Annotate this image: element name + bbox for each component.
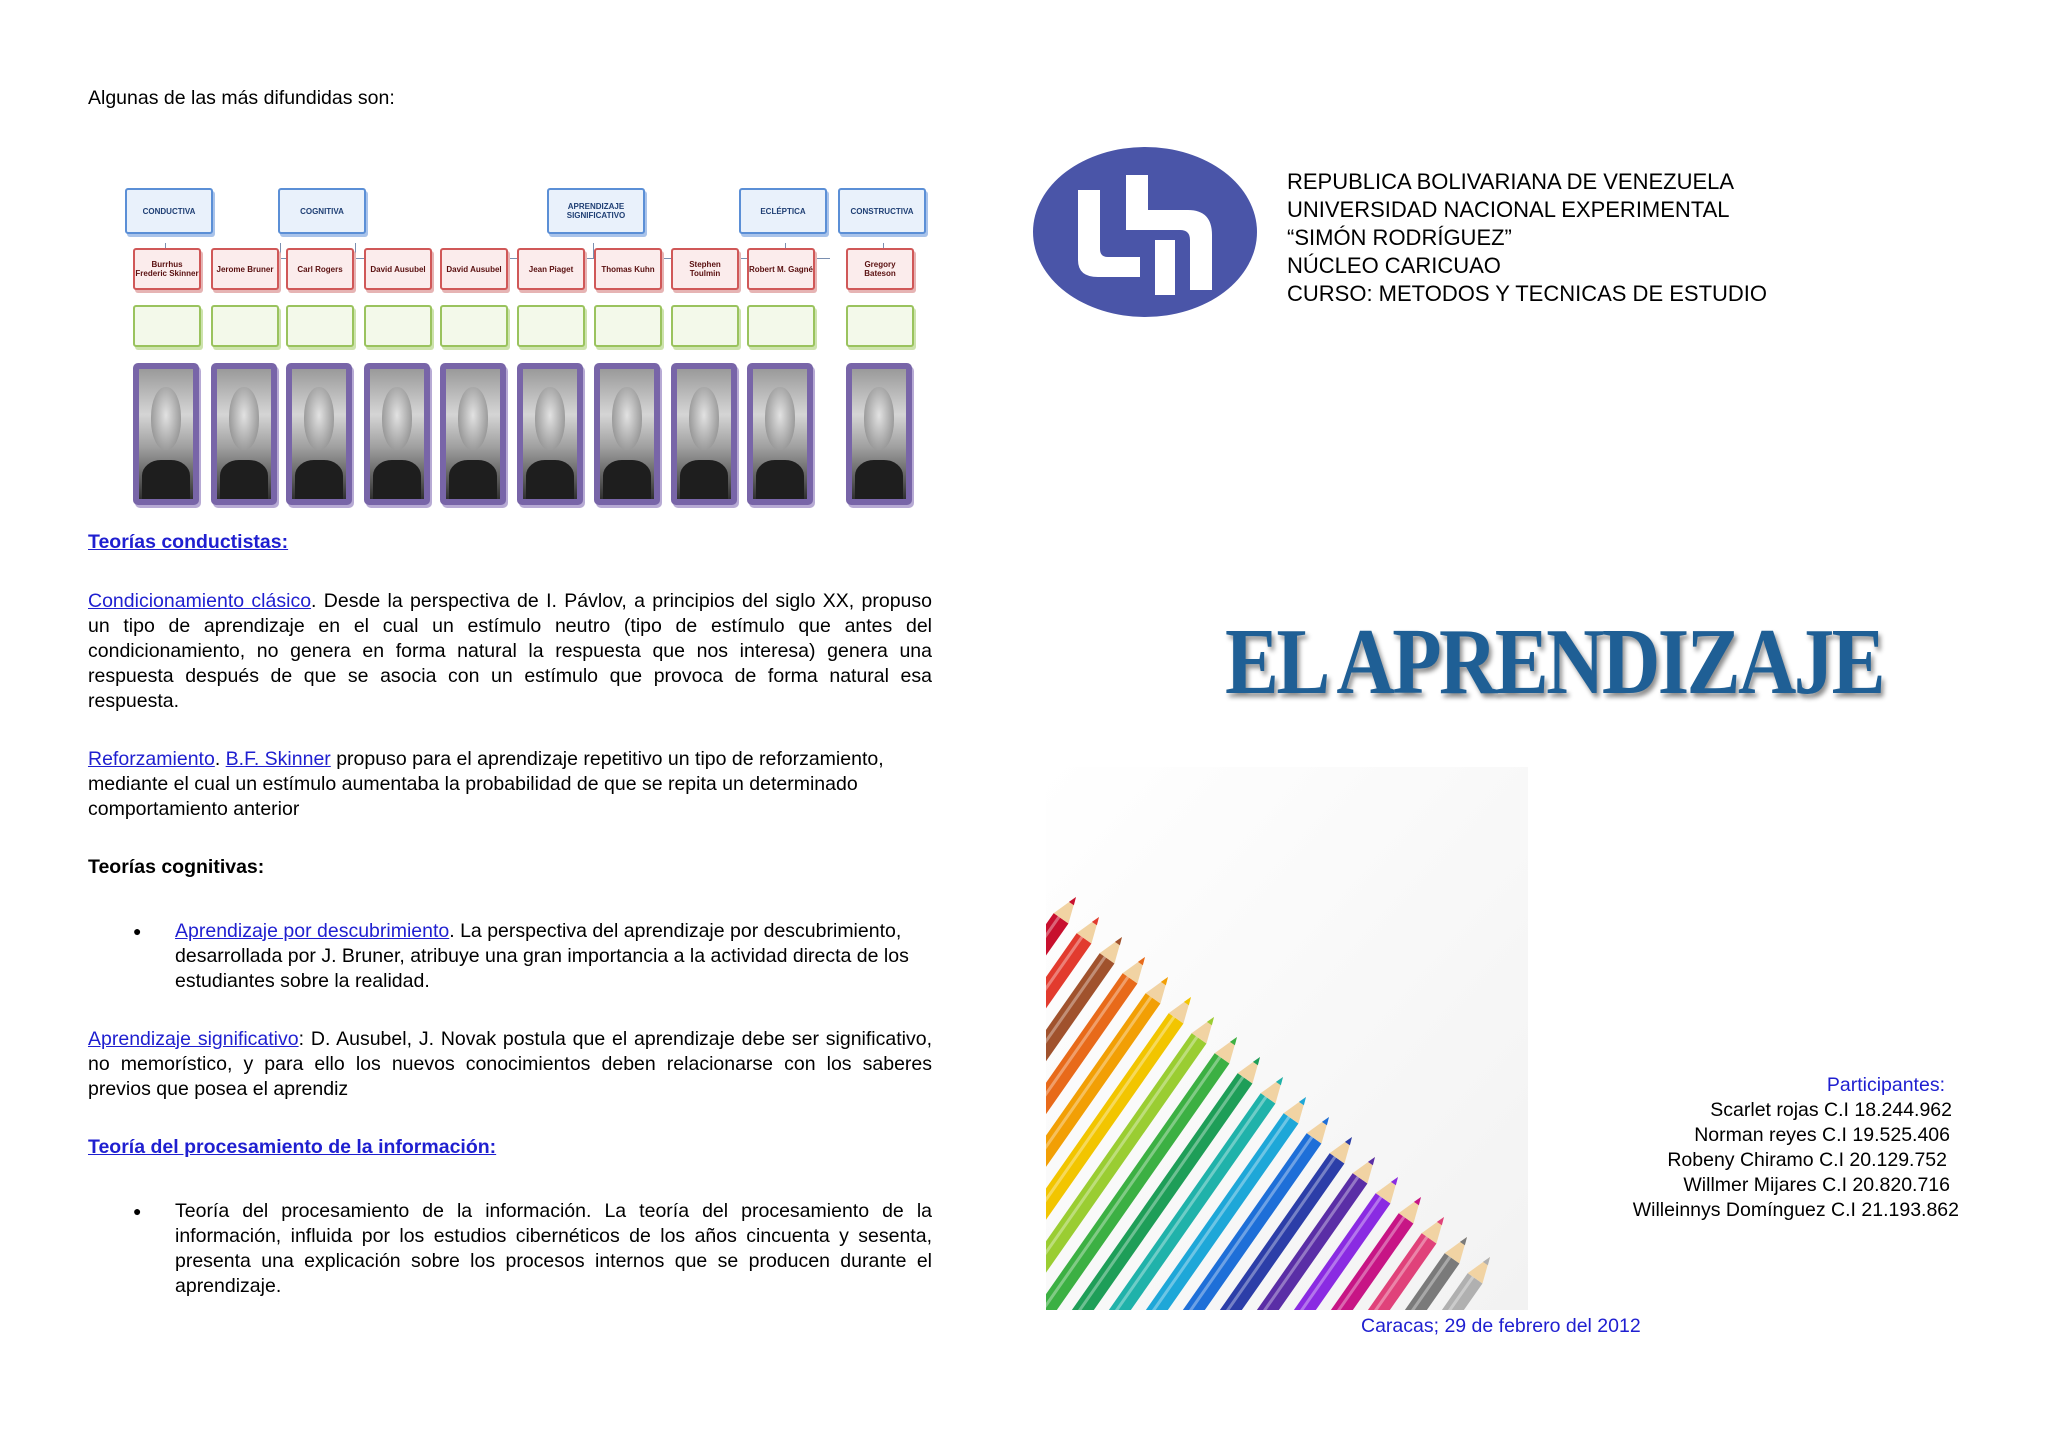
portrait-photo — [133, 363, 199, 505]
teoria-procesamiento-link[interactable]: Teoría del procesamiento de la información: — [88, 1136, 497, 1158]
date-box — [211, 305, 279, 347]
portrait-photo — [364, 363, 430, 505]
participant-line: Scarlet rojas C.I 18.244.962 — [1710, 1099, 1952, 1121]
document-title: EL APRENDIZAJE — [1225, 610, 1883, 714]
reforzamiento-link[interactable]: Reforzamiento — [88, 748, 215, 770]
bullet-descubrimiento — [133, 919, 919, 994]
header-line: CURSO: METODOS Y TECNICAS DE ESTUDIO — [1287, 281, 1768, 306]
header-line: REPUBLICA BOLIVARIANA DE VENEZUELA — [1287, 169, 1735, 194]
separator-text: . — [214, 748, 226, 770]
paragraph-reforzamiento — [88, 747, 932, 822]
skinner-link[interactable]: B.F. Skinner — [225, 748, 331, 770]
category-conductiva: CONDUCTIVA — [125, 188, 213, 234]
university-logo — [1030, 145, 1260, 320]
concept-map — [115, 180, 940, 520]
name-box: Robert M. Gagné — [747, 248, 815, 290]
header-line: NÚCLEO CARICUAO — [1287, 253, 1501, 278]
name-box: Stephen Toulmin — [671, 248, 739, 290]
intro-text: Algunas de las más difundidas son: — [88, 87, 395, 109]
participant-line: Willeinnys Domínguez C.I 21.193.862 — [1632, 1199, 1959, 1221]
category-cognitiva: COGNITIVA — [278, 188, 366, 234]
aprendizaje-descubrimiento-link[interactable]: Aprendizaje por descubrimiento — [175, 920, 450, 942]
date-box — [594, 305, 662, 347]
paragraph-text: propuso para el aprendizaje repetitivo un tipo de reforzamiento, mediante el cual un estímulo aumentaba la probabilidad de que se repita un determinado comportamiento anterior — [88, 748, 884, 820]
date-box — [671, 305, 739, 347]
category-constructiva: CONSTRUCTIVA — [838, 188, 926, 234]
place-date-footer: Caracas; 29 de febrero del 2012 — [1361, 1315, 1641, 1337]
paragraph-text: . Desde la perspectiva de I. Pávlov, a principios del siglo XX, propuso un tipo de aprendizaje en el cual un estímulo neutro (tipo de estímulo que antes del condicionamiento, no genera en forma natural la respuesta que nos interesa) genera una respuesta después de que se asocia con un estímulo que provoca de forma natural esa respuesta. — [88, 590, 932, 712]
portrait-photo — [286, 363, 352, 505]
participant-line: Robeny Chiramo C.I 20.129.752 — [1667, 1149, 1947, 1171]
paragraph-significativo — [88, 1027, 932, 1102]
aprendizaje-significativo-link[interactable]: Aprendizaje significativo — [88, 1028, 299, 1050]
paragraph-text: : D. Ausubel, J. Novak postula que el aprendizaje debe ser significativo, no memorístico, y para ello los nuevos conocimientos deben relacionarse con los saberes previos que posea el aprendiz — [88, 1028, 932, 1100]
name-box: Jerome Bruner — [211, 248, 279, 290]
name-box: David Ausubel — [364, 248, 432, 290]
bullet-icon: ● — [133, 1203, 142, 1219]
teorias-conductistas-link[interactable]: Teorías conductistas: — [88, 531, 289, 553]
portrait-photo — [211, 363, 277, 505]
category-ecleptica: ECLÉPTICA — [739, 188, 827, 234]
colored-pencils-image — [1046, 767, 1528, 1310]
bullet-icon: ● — [133, 923, 142, 939]
portrait-photo — [671, 363, 737, 505]
paragraph-condicionamiento — [88, 589, 932, 714]
participant-line: Norman reyes C.I 19.525.406 — [1694, 1124, 1950, 1146]
name-box: Jean Piaget — [517, 248, 585, 290]
name-box: David Ausubel — [440, 248, 508, 290]
date-box — [286, 305, 354, 347]
portrait-photo — [594, 363, 660, 505]
date-box — [747, 305, 815, 347]
participants-label: Participantes: — [1826, 1074, 1945, 1096]
name-box: Gregory Bateson — [846, 248, 914, 290]
portrait-photo — [747, 363, 813, 505]
teorias-cognitivas-heading: Teorías cognitivas: — [88, 856, 265, 878]
portrait-photo — [517, 363, 583, 505]
portrait-photo — [440, 363, 506, 505]
date-box — [364, 305, 432, 347]
date-box — [440, 305, 508, 347]
bullet-procesamiento — [133, 1199, 932, 1299]
category-aprendizaje-significativo: APRENDIZAJE SIGNIFICATIVO — [547, 188, 645, 234]
participant-line: Willmer Mijares C.I 20.820.716 — [1683, 1174, 1950, 1196]
date-box — [133, 305, 201, 347]
portrait-photo — [846, 363, 912, 505]
condicionamiento-clasico-link[interactable]: Condicionamiento clásico — [88, 590, 312, 612]
header-line: “SIMÓN RODRÍGUEZ” — [1287, 225, 1512, 250]
bullet-text: Teoría del procesamiento de la información. La teoría del procesamiento de la información, influida por los estudios cibernéticos de los años cincuenta y sesenta, presenta una explicación sobre los procesos internos que se producen durante el aprendizaje. — [175, 1200, 932, 1297]
date-box — [517, 305, 585, 347]
name-box: Thomas Kuhn — [594, 248, 662, 290]
date-box — [846, 305, 914, 347]
bullet-text: . La perspectiva del aprendizaje por descubrimiento, desarrollada por J. Bruner, atribuye una gran importancia a la actividad directa de los estudiantes sobre la realidad. — [175, 920, 909, 992]
header-block — [1287, 168, 1767, 308]
header-line: UNIVERSIDAD NACIONAL EXPERIMENTAL — [1287, 197, 1730, 222]
name-box: Burrhus Frederic Skinner — [133, 248, 201, 290]
name-box: Carl Rogers — [286, 248, 354, 290]
